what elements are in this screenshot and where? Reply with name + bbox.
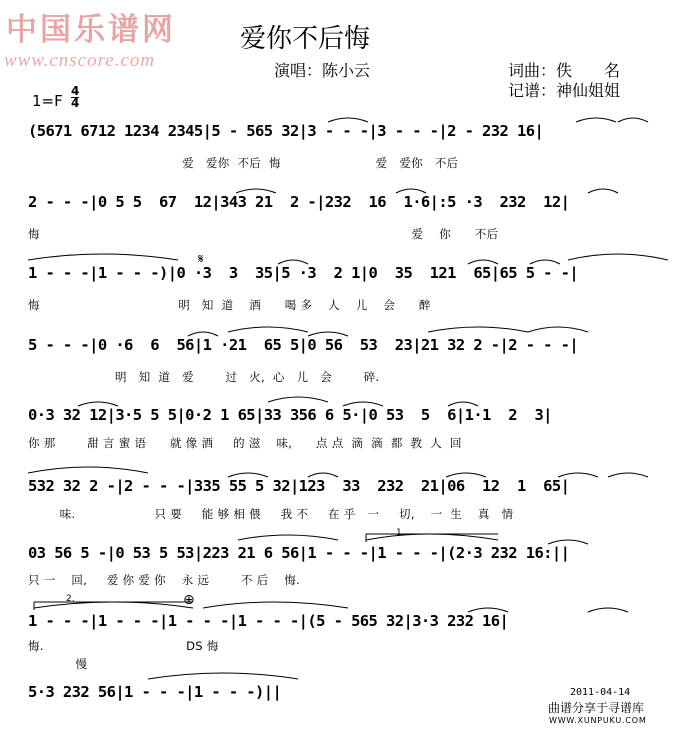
slur-marks bbox=[28, 336, 668, 396]
slur-marks bbox=[28, 477, 668, 537]
notation-line: (5671 6712 1234 2345|5 - 565 32|3 - - -|3 - - -|2 - 232 16| bbox=[28, 122, 544, 140]
lyric-line: 悔 明 知 道 酒 喝 多 人 儿 会 醉 bbox=[28, 298, 431, 312]
slur-marks bbox=[28, 193, 668, 253]
lyric-line: 味. 只 要 能 够 相 偎 我 不 在 乎 一 切, 一 生 真 情 bbox=[28, 507, 514, 521]
footer-url[interactable]: WWW.XUNPUKU.COM bbox=[549, 716, 647, 725]
singer-credit: 演唱：陈小云 bbox=[274, 61, 371, 80]
watermark-site-name: 中国乐谱网 bbox=[6, 12, 176, 48]
slur-marks bbox=[28, 264, 668, 324]
song-title: 爱你不后悔 bbox=[240, 24, 371, 54]
notation-line: 532 32 2 -|2 - - -|335 55 5 32|123 33 232 21|06 12 1 65| bbox=[28, 477, 570, 495]
notation-line: 1 - - -|1 - - -)|0 ·3 3 35|5 ·3 2 1|0 35 121 65|65 5 - -| bbox=[28, 264, 579, 282]
transcriber-credit: 记谱：神仙姐姐 bbox=[508, 81, 621, 100]
notation-line: 0·3 32 12|3·5 5 5|0·2 1 65|33 356 6 5·|0 53 5 6|1·1 2 3| bbox=[28, 406, 552, 424]
volta-1-label: 1. bbox=[396, 528, 405, 538]
footer-date: 2011-04-14 bbox=[570, 687, 631, 698]
notation-line: 03 56 5 -|0 53 5 53|223 21 6 56|1 - - -|1 - - -|(2·3 232 16:|| bbox=[28, 544, 570, 562]
lyric-line: 悔 爱 你 不后 bbox=[28, 227, 499, 241]
coda-sign: ⊕ bbox=[183, 592, 195, 608]
time-signature-top: 4 bbox=[71, 84, 80, 98]
time-signature-bottom: 4 bbox=[71, 96, 80, 110]
footer-share-text: 曲谱分享于寻谱库 bbox=[548, 701, 645, 715]
lyric-line: 悔. DS 悔 bbox=[28, 639, 219, 653]
segno-sign: 𝄋 bbox=[198, 252, 204, 267]
notation-line: 5 - - -|0 ·6 6 56|1 ·21 65 5|0 56 53 23|21 32 2 -|2 - - -| bbox=[28, 336, 579, 354]
time-signature bbox=[71, 86, 79, 109]
lyricist-composer-credit: 词曲：佚 名 bbox=[508, 61, 621, 80]
lyric-line: 爱 爱你 不后 悔 爱 爱你 不后 bbox=[28, 156, 459, 170]
lyric-line-tempo: 慢 bbox=[28, 657, 88, 671]
watermark-site-url: www.cnscore.com bbox=[4, 50, 156, 71]
slur-marks bbox=[28, 544, 668, 604]
notation-line: 5·3 232 56|1 - - -|1 - - -)|| bbox=[28, 683, 282, 701]
lyric-line: 你 那 甜 言 蜜 语 就 像 酒 的 滋 味, 点 点 滴 滴 都 教 人 回 bbox=[28, 436, 462, 450]
slur-marks bbox=[28, 122, 668, 182]
lyric-line: 只 一 回, 爱 你 爱 你 永 远 不 后 悔. bbox=[28, 573, 301, 587]
notation-line: 2 - - -|0 5 5 67 12|343 21 2 -|232 16 1·6|:5 ·3 232 12| bbox=[28, 193, 570, 211]
slur-marks bbox=[28, 406, 668, 466]
slur-marks bbox=[28, 612, 668, 672]
notation-line: 1 - - -|1 - - -|1 - - -|1 - - -|(5 - 565 32|3·3 232 16| bbox=[28, 612, 509, 630]
volta-2-label: 2. bbox=[66, 594, 75, 604]
lyric-line: 明 知 道 爱 过 火, 心 儿 会 碎. bbox=[28, 370, 380, 384]
key-signature: 1=F bbox=[32, 92, 63, 110]
